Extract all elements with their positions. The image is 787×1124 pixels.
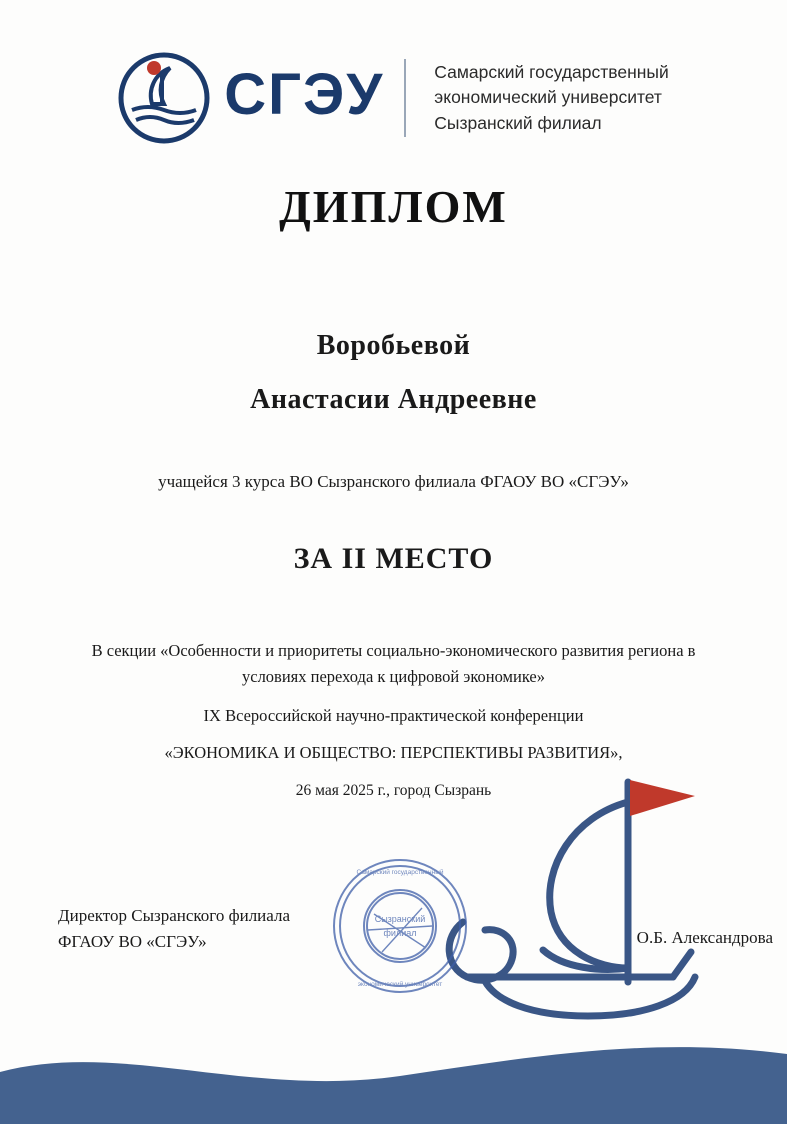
recipient-block <box>0 330 787 416</box>
svg-text:Сызранский: Сызранский <box>374 914 426 924</box>
section-line-2: условиях перехода к цифровой экономике» <box>242 666 545 686</box>
svg-text:экономический университет: экономический университет <box>357 981 443 988</box>
recipient-name-patronymic: Анастасии Андреевне <box>250 384 537 415</box>
sgeu-ship-emblem-icon <box>118 52 210 144</box>
signer-name: О.Б. Александрова <box>636 928 773 947</box>
signer-position <box>58 903 290 954</box>
university-name-line-2: экономический университет <box>434 87 662 108</box>
ship-outline-graphic <box>423 772 753 1032</box>
signer-position-line-1: Директор Сызранского филиала <box>58 906 291 925</box>
recipient-surname: Воробьевой <box>316 330 471 361</box>
logo-divider <box>404 59 406 137</box>
bottom-wave-graphic <box>0 1014 787 1124</box>
section-line-1: В секции «Особенности и приоритеты социально-экономического развития региона в <box>91 641 696 660</box>
award-place: ЗА II МЕСТО <box>293 542 494 575</box>
university-name-line-3: Сызранский филиал <box>434 112 602 133</box>
logo-abbreviation: СГЭУ <box>224 62 385 127</box>
university-name-line-1: Самарский государственный <box>434 61 669 82</box>
logo-block <box>118 52 669 144</box>
conference-name: «ЭКОНОМИКА И ОБЩЕСТВО: ПЕРСПЕКТИВЫ РАЗВИТИЯ», <box>164 743 623 763</box>
conference-title: IX Всероссийской научно-практической конференции <box>203 706 584 726</box>
university-name <box>434 60 669 136</box>
svg-text:филиал: филиал <box>383 928 417 938</box>
date-and-place: 26 мая 2025 г., город Сызрань <box>295 782 492 800</box>
official-round-stamp <box>330 856 470 996</box>
page-title: ДИПЛОМ <box>279 181 508 232</box>
recipient-status: учащейся 3 курса ВО Сызранского филиала ФГАОУ ВО «СГЭУ» <box>158 472 629 491</box>
svg-text:Самарский государственный: Самарский государственный <box>356 869 444 876</box>
document-header <box>0 52 787 144</box>
signer-position-line-2: ФГАОУ ВО «СГЭУ» <box>58 931 207 951</box>
